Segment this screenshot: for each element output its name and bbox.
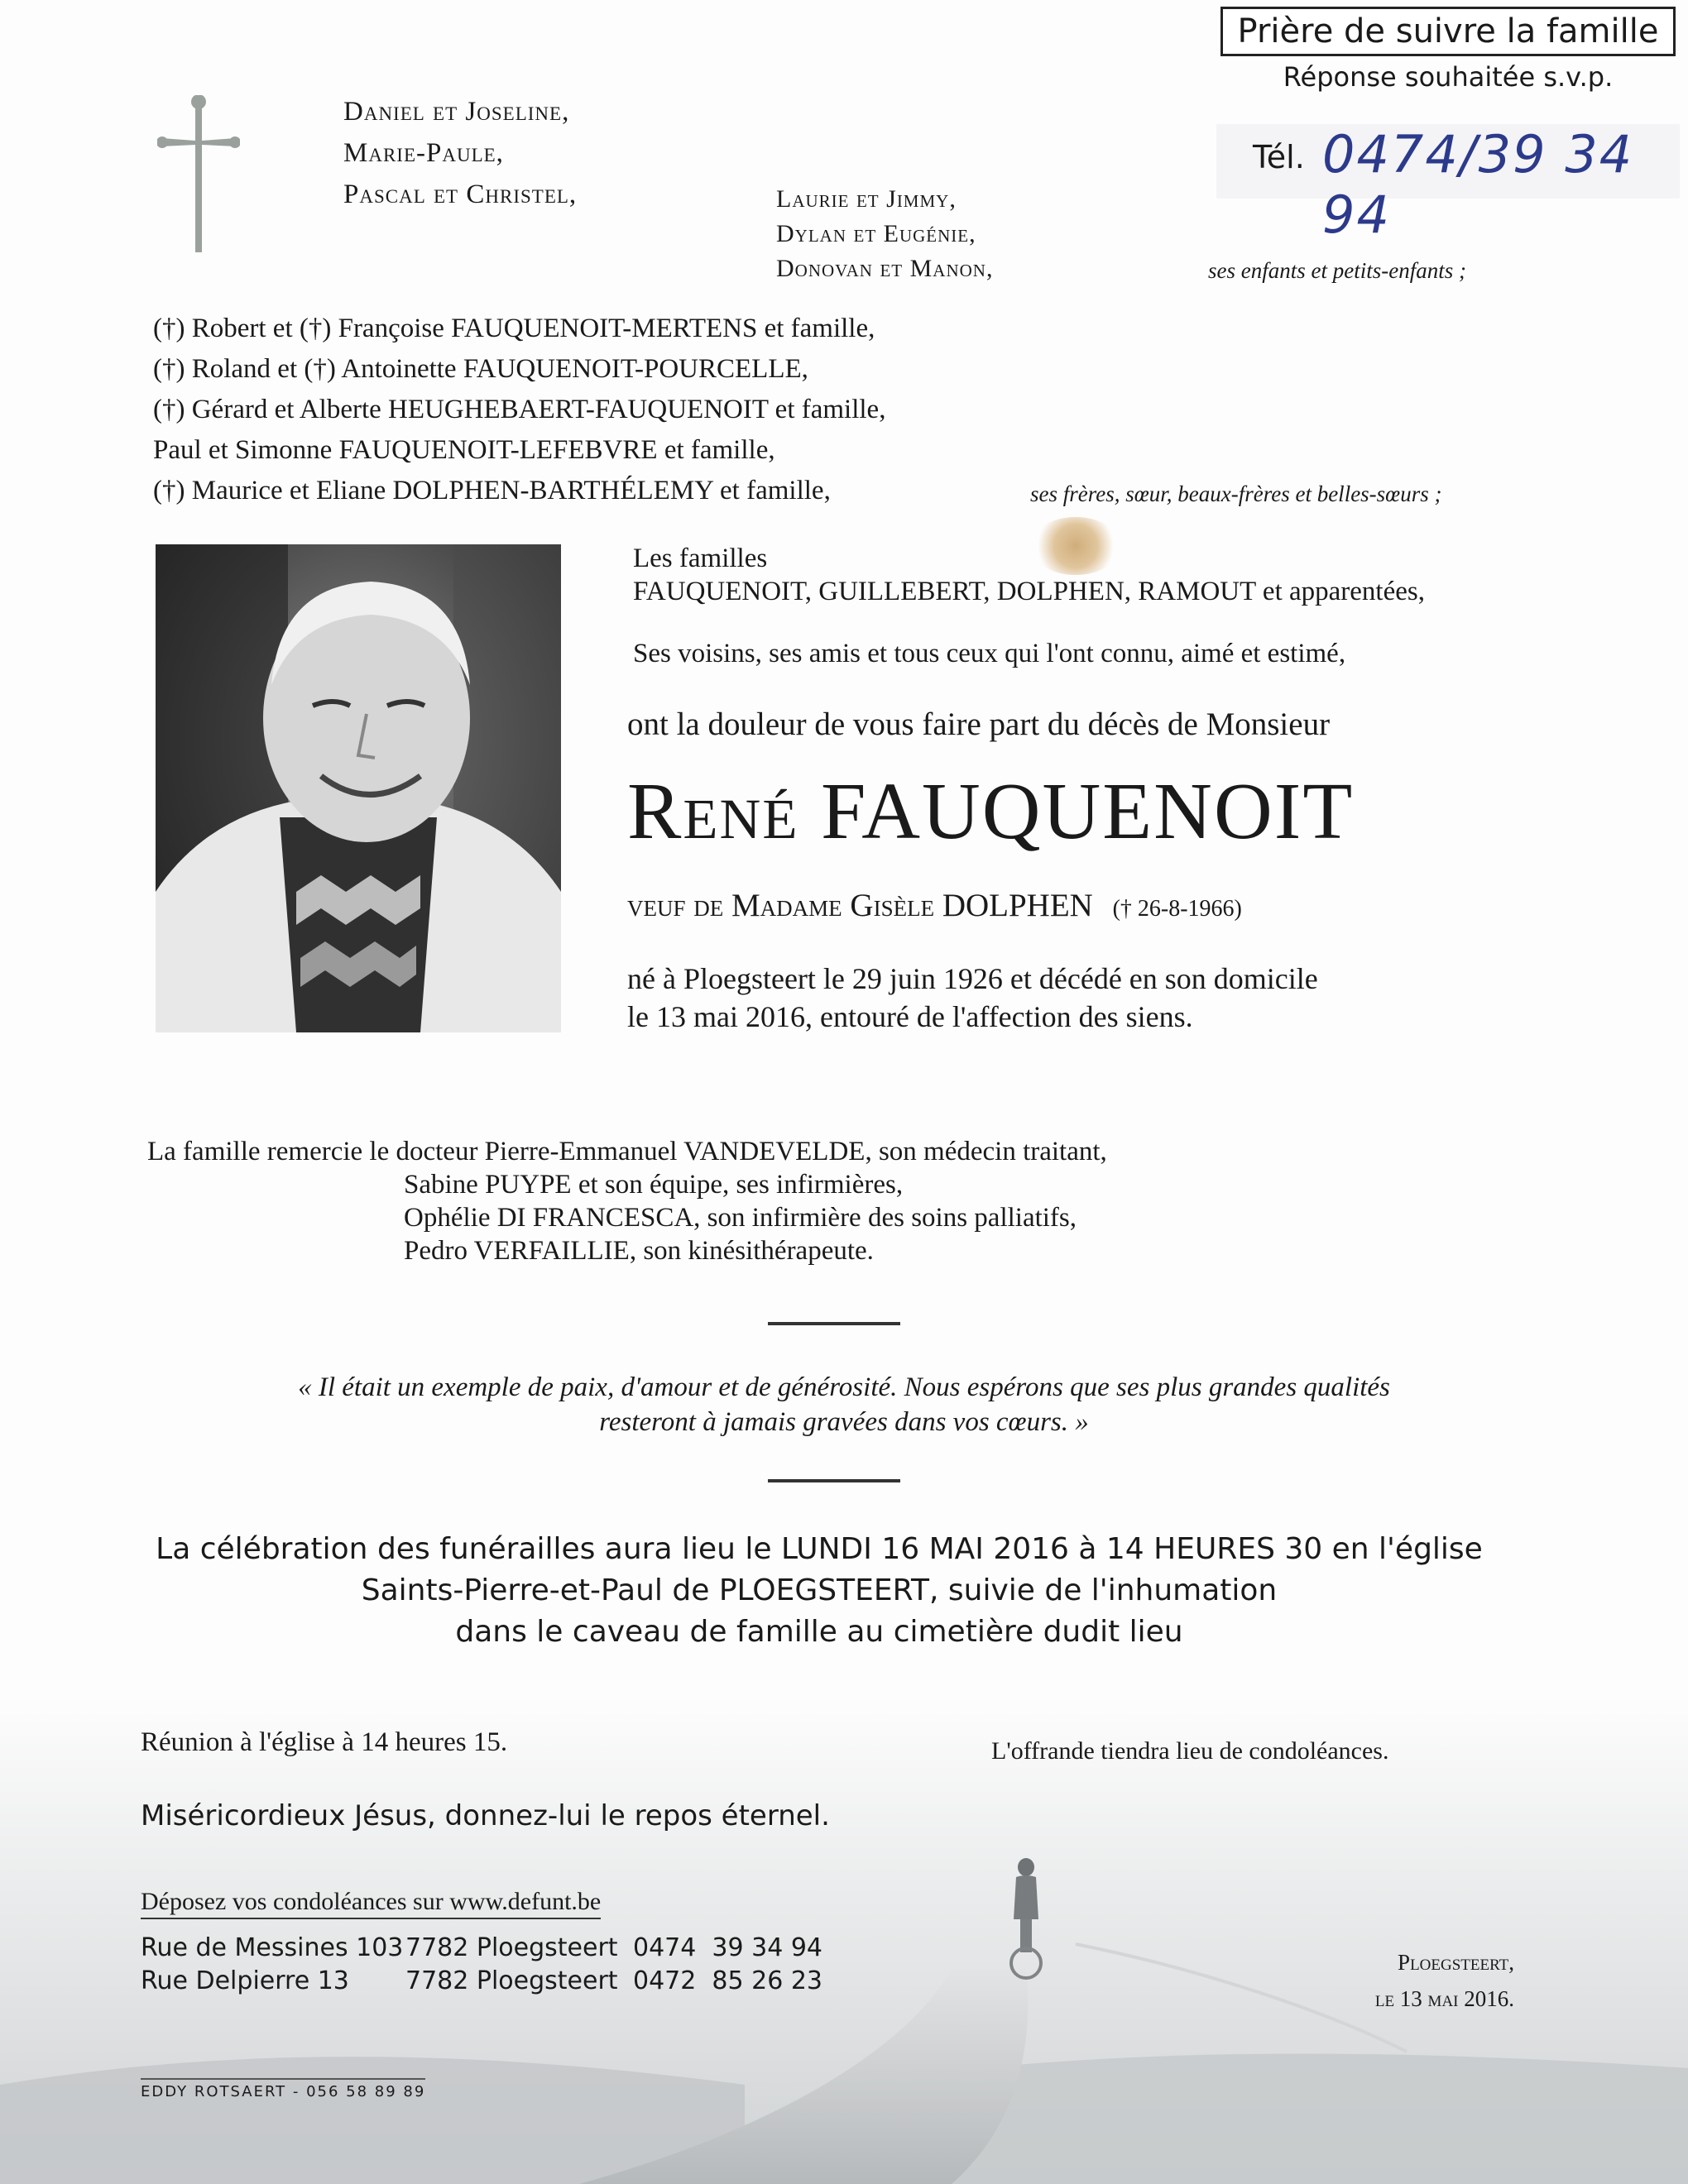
sibling-line: Paul et Simonne FAUQUENOIT-LEFEBVRE et famille, <box>153 435 775 465</box>
sibling-line: (†) Gérard et Alberte HEUGHEBAERT-FAUQUENOIT et famille, <box>153 395 886 424</box>
divider-rule <box>768 1479 900 1482</box>
funeral-line: dans le caveau de famille au cimetière dudit lieu <box>455 1615 1183 1649</box>
address-street: Rue Delpierre 13 <box>141 1966 349 1995</box>
widower-text: veuf de Madame Gisèle DOLPHEN <box>627 888 1093 923</box>
address-phone: 0474 39 34 94 <box>633 1933 823 1962</box>
thanks-line: Sabine PUYPE et son équipe, ses infirmières, <box>404 1170 904 1200</box>
address-city: 7782 Ploegsteert <box>405 1966 618 1995</box>
divider-rule <box>768 1322 900 1325</box>
addresses <box>141 1932 822 1998</box>
thanks-line: La famille remercie le docteur Pierre-Emmanuel VANDEVELDE, son médecin traitant, <box>147 1137 1107 1166</box>
printer-credit: EDDY ROTSAERT - 056 58 89 89 <box>141 2078 425 2100</box>
sibling-line: (†) Maurice et Eliane DOLPHEN-BARTHÉLEMY et famille, <box>153 476 831 505</box>
sibling-line: (†) Roland et (†) Antoinette FAUQUENOIT-POURCELLE, <box>153 354 808 384</box>
cyclist-silhouette <box>989 1857 1063 1981</box>
children-line: Daniel et Joseline, <box>343 97 570 127</box>
prayer-line: Miséricordieux Jésus, donnez-lui le repos éternel. <box>141 1799 830 1832</box>
thanks-line: Ophélie DI FRANCESCA, son infirmière des soins palliatifs, <box>404 1203 1077 1233</box>
widower-date: († 26-8-1966) <box>1112 896 1242 922</box>
children-caption: ses enfants et petits-enfants ; <box>1208 258 1466 283</box>
grandchildren-line: Donovan et Manon, <box>776 255 994 282</box>
rsvp-box <box>1220 7 1676 93</box>
portrait-photo <box>156 544 561 1032</box>
funeral-line: La célébration des funérailles aura lieu le LUNDI 16 MAI 2016 à 14 HEURES 30 en l'église <box>156 1532 1483 1566</box>
announcement-line: ont la douleur de vous faire part du décès de Monsieur <box>627 706 1331 742</box>
place-date <box>1324 1944 1514 2017</box>
children-names <box>343 91 577 215</box>
address-row <box>141 1965 822 1998</box>
funeral-info <box>108 1529 1531 1653</box>
date: le 13 mai 2016. <box>1374 1986 1514 2011</box>
birth-death-line: le 13 mai 2016, entouré de l'affection des siens. <box>627 1000 1193 1033</box>
children-line: Marie-Paule, <box>343 138 504 168</box>
address-row <box>141 1932 822 1965</box>
families-names: FAUQUENOIT, GUILLEBERT, DOLPHEN, RAMOUT et apparentées, <box>633 577 1425 606</box>
deceased-name: René FAUQUENOIT <box>627 767 1355 856</box>
siblings-caption: ses frères, sœur, beaux-frères et belles-sœurs ; <box>1030 481 1442 506</box>
birth-death-line: né à Ploegsteert le 29 juin 1926 et décédé en son domicile <box>627 962 1318 995</box>
cross-icon <box>157 95 240 252</box>
grandchildren-line: Dylan et Eugénie, <box>776 220 976 247</box>
rsvp-subtitle: Réponse souhaitée s.v.p. <box>1283 61 1614 93</box>
telephone-label: Tél. <box>1253 139 1305 175</box>
telephone-handwritten-value: 0474/39 34 94 <box>1322 124 1634 245</box>
thanks-line: Pedro VERFAILLIE, son kinésithérapeute. <box>404 1236 874 1266</box>
extended-families <box>633 542 1425 608</box>
place: Ploegsteert, <box>1398 1950 1514 1975</box>
rsvp-title: Prière de suivre la famille <box>1220 7 1676 56</box>
address-city: 7782 Ploegsteert <box>405 1933 618 1962</box>
meeting-time: Réunion à l'église à 14 heures 15. <box>141 1727 508 1757</box>
memorial-quote <box>141 1370 1547 1439</box>
thanks-section <box>147 1135 1107 1267</box>
funeral-line: Saints-Pierre-et-Paul de PLOEGSTEERT, suivie de l'inhumation <box>361 1573 1278 1607</box>
children-line: Pascal et Christel, <box>343 180 578 209</box>
neighbors-line: Ses voisins, ses amis et tous ceux qui l'ont connu, aimé et estimé, <box>633 639 1346 668</box>
siblings-list <box>153 309 885 511</box>
sibling-line: (†) Robert et (†) Françoise FAUQUENOIT-MERTENS et famille, <box>153 314 875 343</box>
grandchildren-names <box>776 182 993 286</box>
telephone-row <box>1216 124 1680 245</box>
families-intro: Les familles <box>633 544 768 573</box>
widower-line <box>627 887 1242 924</box>
birth-death-text <box>627 960 1318 1036</box>
quote-line: resteront à jamais gravées dans vos cœurs. » <box>599 1407 1089 1437</box>
address-phone: 0472 85 26 23 <box>633 1966 823 1995</box>
offering-note: L'offrande tiendra lieu de condoléances. <box>991 1737 1389 1765</box>
grandchildren-line: Laurie et Jimmy, <box>776 185 957 213</box>
condolences-link[interactable]: Déposez vos condoléances sur www.defunt.be <box>141 1888 601 1919</box>
address-street: Rue de Messines 103 <box>141 1933 404 1962</box>
quote-line: « Il était un exemple de paix, d'amour et de générosité. Nous espérons que ses plus grandes qualités <box>298 1372 1390 1402</box>
